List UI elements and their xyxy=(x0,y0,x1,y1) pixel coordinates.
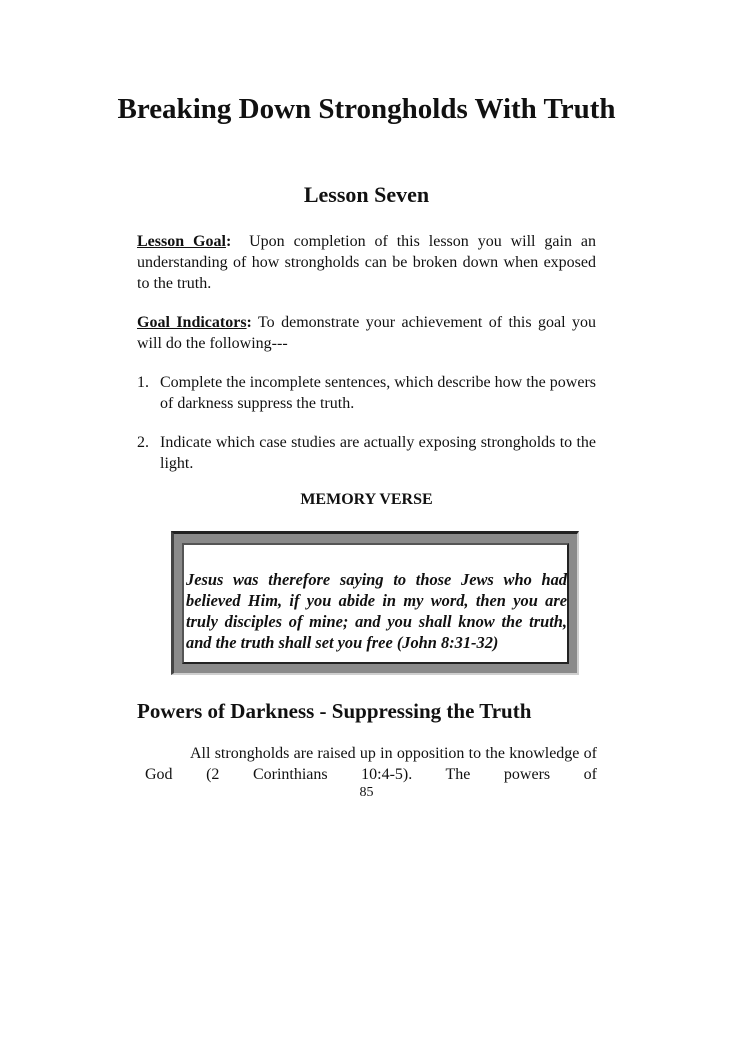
section-heading: Powers of Darkness - Suppressing the Truth xyxy=(137,699,532,723)
list-item-text: Complete the incomplete sentences, which describe how the powers of darkness suppress the truth. xyxy=(160,374,596,412)
memory-verse-heading: MEMORY VERSE xyxy=(300,491,433,508)
goal-indicators-label: Goal Indicators xyxy=(137,314,247,331)
list-item-number: 2. xyxy=(137,434,149,451)
list-item-text: Indicate which case studies are actually exposing strongholds to the light. xyxy=(160,434,596,472)
goal-indicators xyxy=(137,312,596,354)
lesson-goal-colon: : xyxy=(225,233,232,250)
memory-verse-box xyxy=(171,531,579,675)
lesson-goal xyxy=(137,231,596,294)
list-item xyxy=(137,372,596,414)
memory-verse-text: Jesus was therefore saying to those Jews who had believed Him, if you abide in my word, then you are truly disciples of mine; and you shall know the truth, and the truth shall set you free (John 8:31-32) xyxy=(186,570,567,652)
goal-indicators-text: To demonstrate your achievement of this goal you will do the following--- xyxy=(137,314,596,352)
lesson-goal-label: Lesson Goal xyxy=(137,233,226,250)
lesson-subtitle: Lesson Seven xyxy=(303,182,430,207)
goal-indicators-colon: : xyxy=(246,314,252,331)
list-item xyxy=(137,432,596,474)
page-title: Breaking Down Strongholds With Truth xyxy=(117,93,616,125)
list-item-number: 1. xyxy=(137,374,149,391)
page-number: 85 xyxy=(359,785,374,800)
section-paragraph: All strongholds are raised up in opposition to the knowledge of God (2 Corinthians 10:4-5). The powers of xyxy=(145,745,597,783)
lesson-goal-text: Upon completion of this lesson you will gain an understanding of how strongholds can be broken down when exposed to the truth. xyxy=(137,233,596,292)
memory-verse-panel xyxy=(182,543,569,664)
